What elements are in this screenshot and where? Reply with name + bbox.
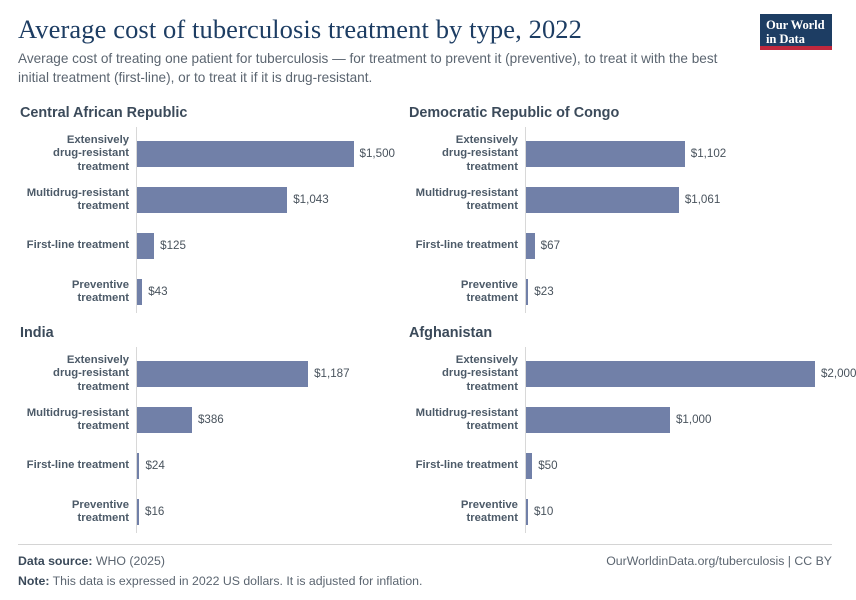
bar-category-label	[407, 459, 525, 472]
bar-category-label	[407, 134, 525, 174]
bar-track	[525, 351, 856, 397]
bar-category-label-line: Multidrug-resistant	[415, 186, 518, 199]
bar-row[interactable]	[18, 443, 395, 489]
data-source	[18, 552, 165, 570]
bar-category-label	[407, 407, 525, 434]
chart-panel	[18, 105, 395, 315]
bar-category-label-line: Preventive	[71, 498, 129, 511]
bar-category-label-line: Extensively	[455, 353, 518, 366]
bar-category-label-line: treatment	[466, 419, 518, 432]
bar-category-label	[407, 279, 525, 306]
bar-track	[136, 489, 395, 535]
bar[interactable]	[525, 233, 535, 259]
bar-row[interactable]	[18, 269, 395, 315]
bar-row[interactable]	[407, 177, 856, 223]
bar-value-label: $24	[145, 459, 165, 473]
bar-value-label: $125	[160, 239, 186, 253]
bar-category-label-line: drug-resistant	[53, 367, 129, 380]
bar-row[interactable]	[407, 269, 856, 315]
bar-category-label	[407, 239, 525, 252]
bar-row[interactable]	[18, 351, 395, 397]
bar-category-label-line: First-line treatment	[415, 239, 518, 252]
bar-row[interactable]	[18, 131, 395, 177]
bar-value-label: $16	[145, 505, 165, 519]
chart-panel	[407, 325, 856, 535]
bar-category-label-line: Preventive	[71, 278, 129, 291]
bar-category-label-line: treatment	[77, 291, 129, 304]
bar-category-label-line: Extensively	[66, 133, 129, 146]
bar-track	[136, 177, 395, 223]
bar-value-label: $386	[197, 413, 224, 427]
bar-category-label-line: drug-resistant	[53, 147, 129, 160]
bar-category-label	[18, 459, 136, 472]
bar-category-label-line: Preventive	[460, 278, 518, 291]
owid-logo-line1: Our World	[766, 18, 825, 32]
owid-logo-line2: in Data	[766, 32, 805, 47]
chart-panel	[407, 105, 856, 315]
bar-track	[525, 177, 856, 223]
bar-row[interactable]	[18, 223, 395, 269]
bar-category-label	[18, 134, 136, 174]
bar-row[interactable]	[18, 397, 395, 443]
bar-row[interactable]	[407, 223, 856, 269]
bar-category-label-line: treatment	[77, 511, 129, 524]
bar-track	[136, 443, 395, 489]
bar[interactable]	[136, 233, 154, 259]
bar-track	[525, 443, 856, 489]
bar-row[interactable]	[18, 177, 395, 223]
panel-title: India	[20, 324, 54, 341]
bar-row[interactable]	[407, 489, 856, 535]
bar-category-label-line: Extensively	[66, 353, 129, 366]
bar-value-label: $1,187	[314, 367, 350, 381]
panel-title: Central African Republic	[20, 104, 188, 121]
bar-category-label-line: treatment	[466, 199, 518, 212]
bar-category-label-line: Multidrug-resistant	[26, 186, 129, 199]
panel-bars	[18, 351, 395, 535]
bar-category-label	[18, 187, 136, 214]
chart-panel	[18, 325, 395, 535]
bar[interactable]	[525, 141, 685, 167]
bar-value-label: $2,000	[820, 367, 856, 381]
chart-footer	[18, 544, 832, 590]
chart-note	[18, 572, 422, 590]
panel-title: Democratic Republic of Congo	[408, 104, 620, 121]
bar-category-label-line: drug-resistant	[442, 367, 518, 380]
bar-track	[136, 351, 395, 397]
bar-category-label-line: treatment	[77, 380, 129, 393]
bar-value-label: $23	[534, 285, 554, 299]
bar-track	[525, 397, 856, 443]
bar[interactable]	[525, 407, 670, 433]
bar-category-label-line: treatment	[466, 380, 518, 393]
panel-bars	[18, 131, 395, 315]
bar[interactable]	[525, 361, 815, 387]
bar-category-label-line: Preventive	[460, 498, 518, 511]
bar-value-label: $67	[540, 239, 561, 253]
chart-panels	[18, 104, 856, 535]
bar-category-label-line: treatment	[77, 419, 129, 432]
bar-category-label	[407, 354, 525, 394]
bar[interactable]	[525, 453, 532, 479]
bar-category-label	[407, 187, 525, 214]
bar-value-label: $1,000	[675, 413, 712, 427]
chart-header	[18, 14, 832, 88]
bar-row[interactable]	[18, 489, 395, 535]
bar-category-label-line: Multidrug-resistant	[415, 406, 518, 419]
bar-category-label-line: treatment	[77, 160, 129, 173]
bar[interactable]	[136, 187, 287, 213]
bar-category-label	[18, 407, 136, 434]
bar-value-label: $1,500	[359, 147, 395, 161]
bar-category-label-line: treatment	[466, 511, 518, 524]
owid-logo[interactable]	[760, 14, 832, 50]
bar-category-label-line: First-line treatment	[26, 239, 129, 252]
bar-track	[136, 131, 395, 177]
bar-value-label: $1,043	[293, 193, 329, 207]
bar-value-label: $43	[148, 285, 168, 299]
bar[interactable]	[525, 187, 679, 213]
bar-category-label	[18, 354, 136, 394]
bar-category-label	[18, 239, 136, 252]
bar[interactable]	[136, 407, 192, 433]
bar[interactable]	[136, 141, 354, 167]
bar-track	[136, 223, 395, 269]
bar-value-label: $1,061	[684, 193, 721, 207]
bar[interactable]	[136, 361, 308, 387]
bar-track	[525, 223, 856, 269]
bar-category-label-line: drug-resistant	[442, 147, 518, 160]
bar-category-label	[18, 499, 136, 526]
chart-note-label: Note:	[18, 573, 50, 588]
bar-category-label-line: Multidrug-resistant	[26, 406, 129, 419]
bar-category-label-line: First-line treatment	[26, 459, 129, 472]
chart-subtitle: Average cost of treating one patient for tuberculosis — for treatment to prevent it (preventive), to treat it with the best initial treatment (first-line), or to treat it if it is drug-resistant.	[18, 51, 718, 86]
data-source-value: WHO (2025)	[95, 554, 165, 569]
chart-note-value: This data is expressed in 2022 US dollars. It is adjusted for inflation.	[52, 573, 423, 588]
bar-track	[136, 269, 395, 315]
bar-category-label	[407, 499, 525, 526]
bar-value-label: $10	[533, 505, 554, 519]
attribution-link[interactable]: OurWorldinData.org/tuberculosis | CC BY	[606, 554, 832, 569]
bar-category-label-line: Extensively	[455, 133, 518, 146]
bar-row[interactable]	[407, 443, 856, 489]
bar-track	[136, 397, 395, 443]
panel-bars	[407, 131, 856, 315]
bar-category-label-line: treatment	[466, 291, 518, 304]
page-title: Average cost of tuberculosis treatment by type, 2022	[18, 14, 582, 44]
bar-row[interactable]	[407, 131, 856, 177]
bar-row[interactable]	[407, 397, 856, 443]
bar-value-label: $1,102	[690, 147, 727, 161]
bar-track	[525, 269, 856, 315]
bar-row[interactable]	[407, 351, 856, 397]
bar-track	[525, 131, 856, 177]
bar-track	[525, 489, 856, 535]
bar-category-label-line: treatment	[77, 199, 129, 212]
bar-value-label: $50	[538, 459, 558, 473]
panel-bars	[407, 351, 856, 535]
bar-category-label-line: treatment	[466, 160, 518, 173]
panel-title: Afghanistan	[408, 324, 493, 341]
bar-category-label-line: First-line treatment	[415, 459, 518, 472]
bar-category-label	[18, 279, 136, 306]
data-source-label: Data source:	[18, 554, 93, 569]
